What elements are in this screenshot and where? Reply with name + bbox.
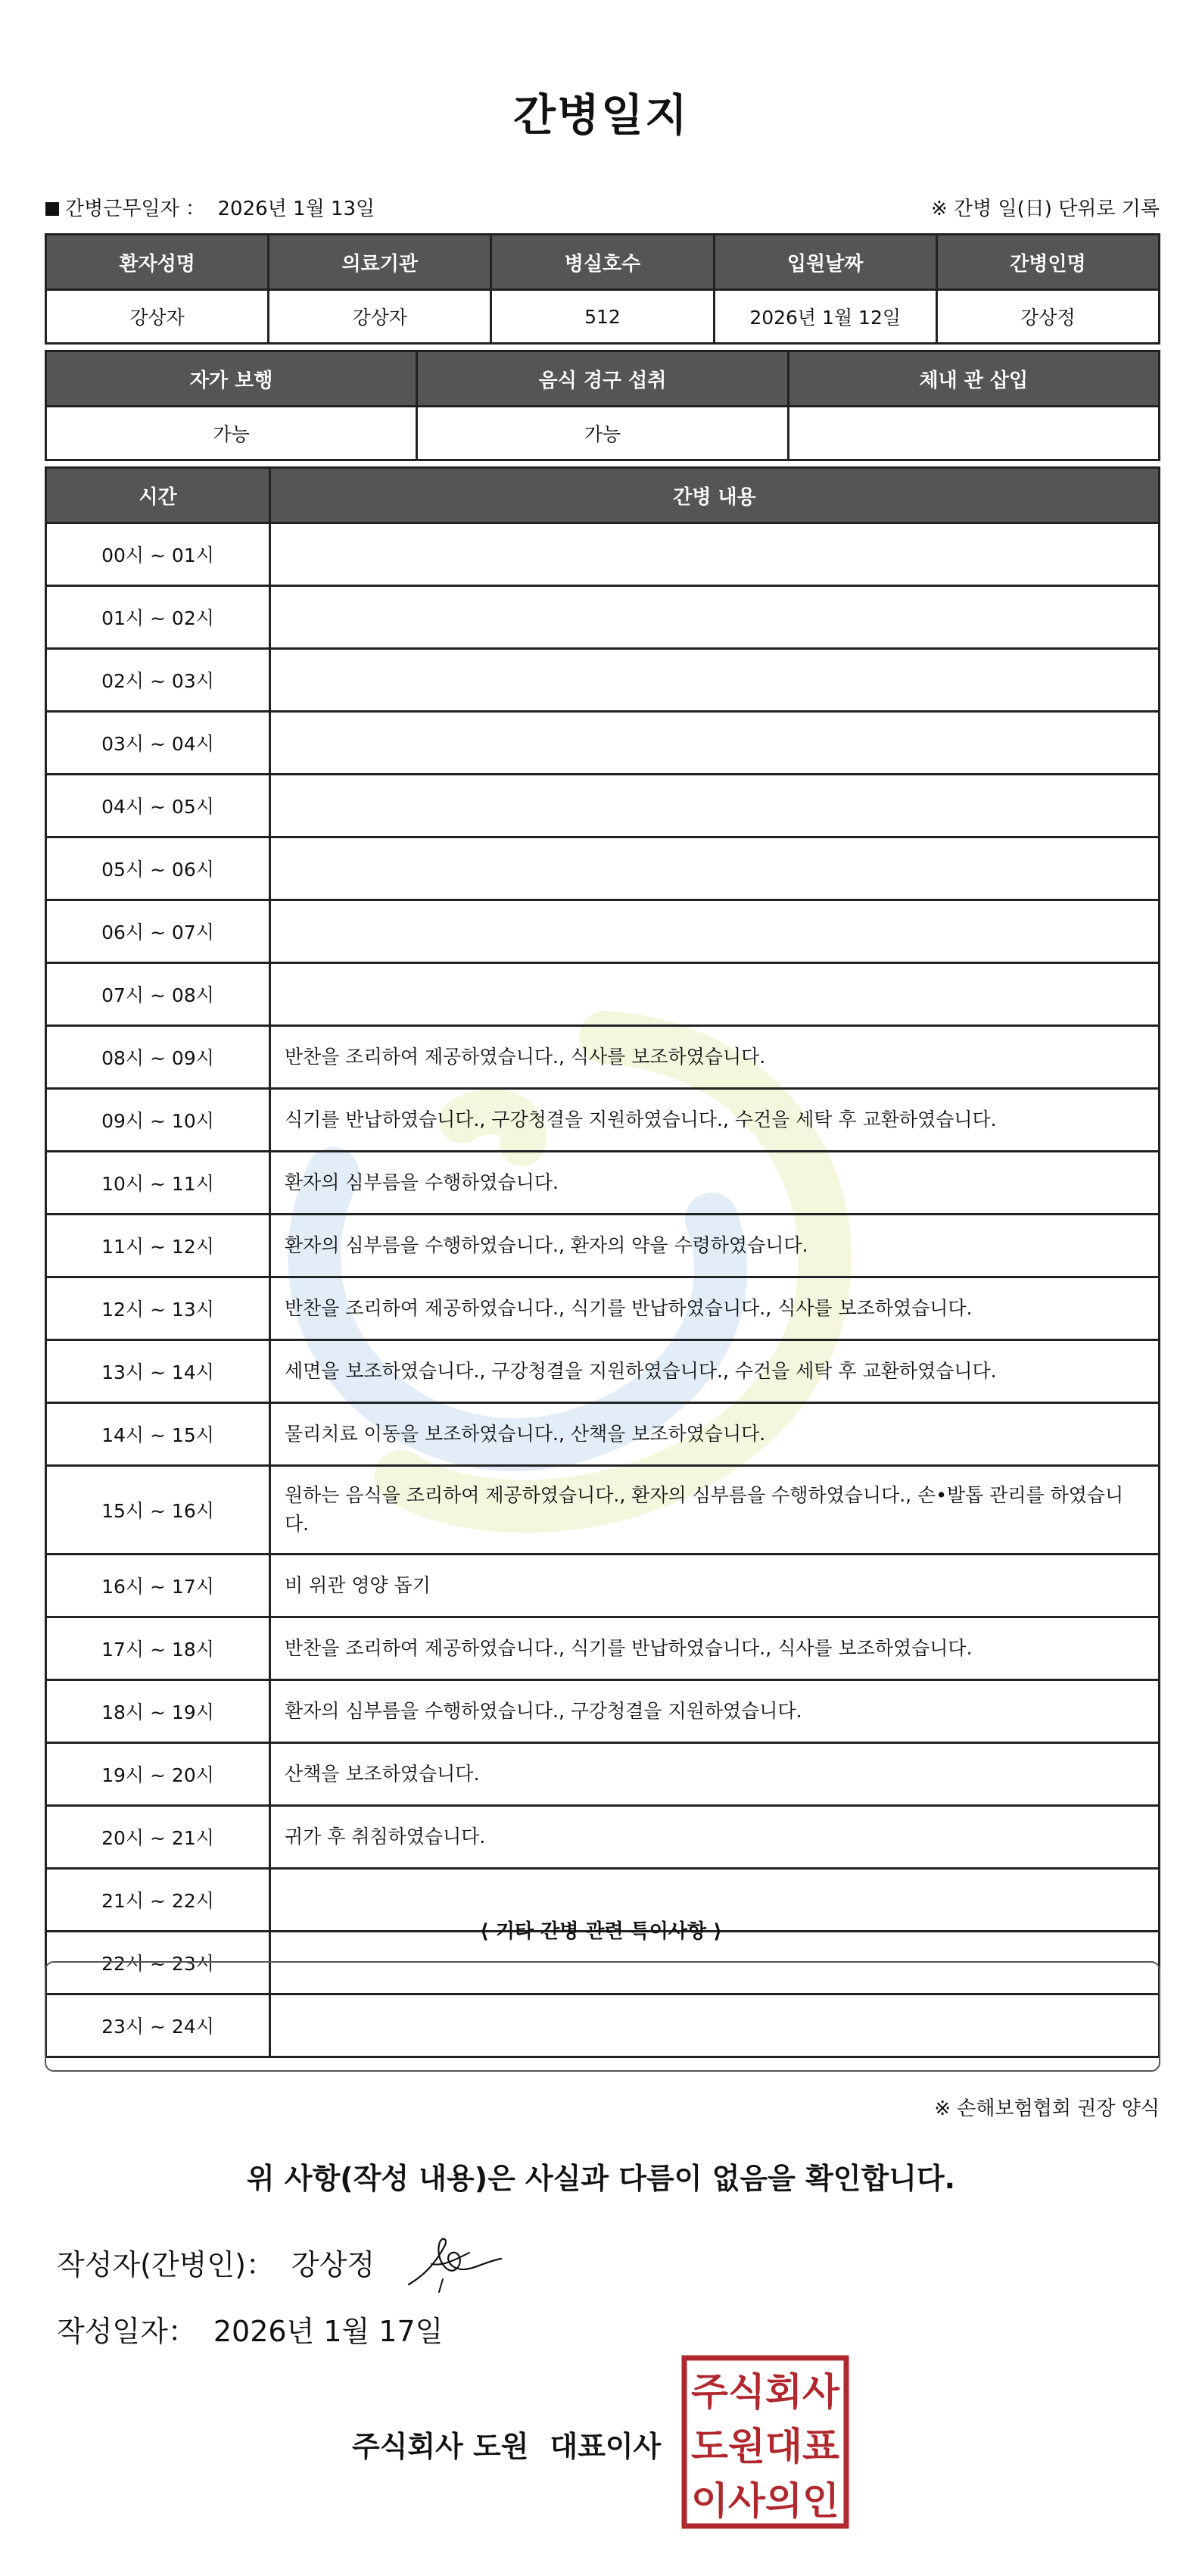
svg-text:이사의인: 이사의인 [691, 2479, 839, 2523]
care-content: 반찬을 조리하여 제공하였습니다., 식기를 반납하였습니다., 식사를 보조하였습니다. [270, 1617, 1160, 1680]
tube-insertion [788, 407, 1159, 460]
patient-info-table [45, 233, 1160, 345]
institution: 강상자 [269, 290, 491, 344]
time-slot: 23시 ~ 24시 [46, 1994, 270, 2057]
care-content: 식기를 반납하였습니다., 구강청결을 지원하였습니다., 수건을 세탁 후 교환하였습니다. [270, 1089, 1160, 1152]
care-content [270, 900, 1160, 963]
time-slot: 08시 ~ 09시 [46, 1026, 270, 1089]
written-date-label: 작성일자： [57, 2315, 197, 2348]
table-row [46, 1215, 1160, 1277]
table-row [46, 586, 1160, 649]
time-slot: 18시 ~ 19시 [46, 1680, 270, 1743]
record-note: ※ 간병 일(日) 단위로 기록 [930, 198, 1160, 220]
care-content: 물리치료 이동을 보조하였습니다., 산책을 보조하였습니다. [270, 1403, 1160, 1466]
document-title: 간병일지 [512, 89, 690, 141]
writer-line [57, 2241, 375, 2283]
writer-label: 작성자(간병인)： [57, 2248, 275, 2281]
table-row [46, 837, 1160, 900]
written-date-value: 2026년 1월 17일 [213, 2315, 444, 2348]
time-slot: 01시 ~ 02시 [46, 586, 270, 649]
table-row [46, 963, 1160, 1026]
signature [401, 2222, 507, 2298]
time-slot: 16시 ~ 17시 [46, 1555, 270, 1617]
table-row [46, 1466, 1160, 1555]
care-content: 환자의 심부름을 수행하였습니다. [270, 1152, 1160, 1215]
writer-name: 강상정 [291, 2248, 375, 2281]
caregiver-name: 강상정 [936, 290, 1159, 344]
oral-intake: 가능 [417, 407, 788, 460]
table-row [46, 1403, 1160, 1466]
table-row [46, 523, 1160, 586]
table-row [46, 1743, 1160, 1806]
care-content [270, 523, 1160, 586]
care-content: 반찬을 조리하여 제공하였습니다., 식기를 반납하였습니다., 식사를 보조하였습니다. [270, 1277, 1160, 1340]
time-slot: 04시 ~ 05시 [46, 775, 270, 837]
time-slot: 05시 ~ 06시 [46, 837, 270, 900]
association-note: ※ 손해보험협회 권장 양식 [934, 2097, 1160, 2120]
time-slot: 14시 ~ 15시 [46, 1403, 270, 1466]
time-slot: 22시 ~ 23시 [46, 1932, 270, 1994]
company-name: 주식회사 도원 [352, 2430, 529, 2463]
table-row [46, 649, 1160, 712]
time-slot: 17시 ~ 18시 [46, 1617, 270, 1680]
table-row [46, 712, 1160, 775]
company-representative: 대표이사 [550, 2430, 662, 2463]
time-slot: 03시 ~ 04시 [46, 712, 270, 775]
work-date-value: 2026년 1월 13일 [217, 198, 375, 220]
time-slot: 15시 ~ 16시 [46, 1466, 270, 1555]
company-seal [681, 2355, 849, 2529]
care-content [270, 649, 1160, 712]
self-walking: 가능 [46, 407, 417, 460]
header-institution: 의료기관 [269, 235, 491, 290]
patient-name: 강상자 [46, 290, 269, 344]
time-slot: 12시 ~ 13시 [46, 1277, 270, 1340]
time-slot: 11시 ~ 12시 [46, 1215, 270, 1277]
time-slot: 06시 ~ 07시 [46, 900, 270, 963]
table-row [46, 1555, 1160, 1617]
table-row [46, 775, 1160, 837]
care-content: 세면을 보조하였습니다., 구강청결을 지원하였습니다., 수건을 세탁 후 교환하였습니다. [270, 1340, 1160, 1403]
table-row [46, 900, 1160, 963]
work-date-label: 간병근무일자 ： [65, 198, 205, 220]
table-row [46, 1340, 1160, 1403]
header-tube-insertion: 체내 관 삽입 [788, 351, 1159, 407]
time-slot: 00시 ~ 01시 [46, 523, 270, 586]
header-time: 시간 [46, 468, 270, 523]
header-patient-name: 환자성명 [46, 235, 269, 290]
status-info-table [45, 350, 1160, 461]
time-slot: 21시 ~ 22시 [46, 1869, 270, 1932]
table-row [46, 1089, 1160, 1152]
care-content [270, 837, 1160, 900]
time-slot: 19시 ~ 20시 [46, 1743, 270, 1806]
care-content [270, 712, 1160, 775]
time-slot: 10시 ~ 11시 [46, 1152, 270, 1215]
work-date [45, 193, 375, 221]
header-self-walking: 자가 보행 [46, 351, 417, 407]
time-slot: 13시 ~ 14시 [46, 1340, 270, 1403]
svg-text:도원대표: 도원대표 [691, 2425, 840, 2468]
care-content: 비 위관 영양 돕기 [270, 1555, 1160, 1617]
care-content: 귀가 후 취침하였습니다. [270, 1806, 1160, 1869]
header-room-number: 병실호수 [491, 235, 714, 290]
care-log-table [45, 466, 1160, 2058]
time-slot: 07시 ~ 08시 [46, 963, 270, 1026]
remarks-box [45, 1961, 1160, 2072]
care-content [270, 775, 1160, 837]
confirmation-statement: 위 사항(작성 내용)은 사실과 다름이 없음을 확인합니다. [246, 2162, 956, 2195]
care-content [270, 963, 1160, 1026]
time-slot: 02시 ~ 03시 [46, 649, 270, 712]
admission-date: 2026년 1월 12일 [714, 290, 936, 344]
time-slot: 20시 ~ 21시 [46, 1806, 270, 1869]
table-row [46, 1680, 1160, 1743]
remarks-title: ⟨ 기타 간병 관련 특이사항 ⟩ [479, 1920, 723, 1943]
header-caregiver-name: 간병인명 [936, 235, 1159, 290]
table-row [46, 1026, 1160, 1089]
care-content: 원하는 음식을 조리하여 제공하였습니다., 환자의 심부름을 수행하였습니다., 손•발톱 관리를 하였습니다. [270, 1466, 1160, 1555]
room-number: 512 [491, 290, 714, 344]
table-row [46, 1152, 1160, 1215]
header-care-content: 간병 내용 [270, 468, 1160, 523]
table-row [46, 1277, 1160, 1340]
company-line [352, 2423, 661, 2465]
care-content: 환자의 심부름을 수행하였습니다., 구강청결을 지원하였습니다. [270, 1680, 1160, 1743]
care-content: 환자의 심부름을 수행하였습니다., 환자의 약을 수령하였습니다. [270, 1215, 1160, 1277]
square-bullet-icon [45, 202, 59, 216]
table-row [46, 1617, 1160, 1680]
written-date-line [57, 2308, 443, 2350]
header-oral-intake: 음식 경구 섭취 [417, 351, 788, 407]
care-content: 산책을 보조하였습니다. [270, 1743, 1160, 1806]
svg-text:주식회사: 주식회사 [691, 2370, 840, 2414]
time-slot: 09시 ~ 10시 [46, 1089, 270, 1152]
header-admission-date: 입원날짜 [714, 235, 936, 290]
care-content: 반찬을 조리하여 제공하였습니다., 식사를 보조하였습니다. [270, 1026, 1160, 1089]
table-row [46, 1806, 1160, 1869]
care-content [270, 586, 1160, 649]
